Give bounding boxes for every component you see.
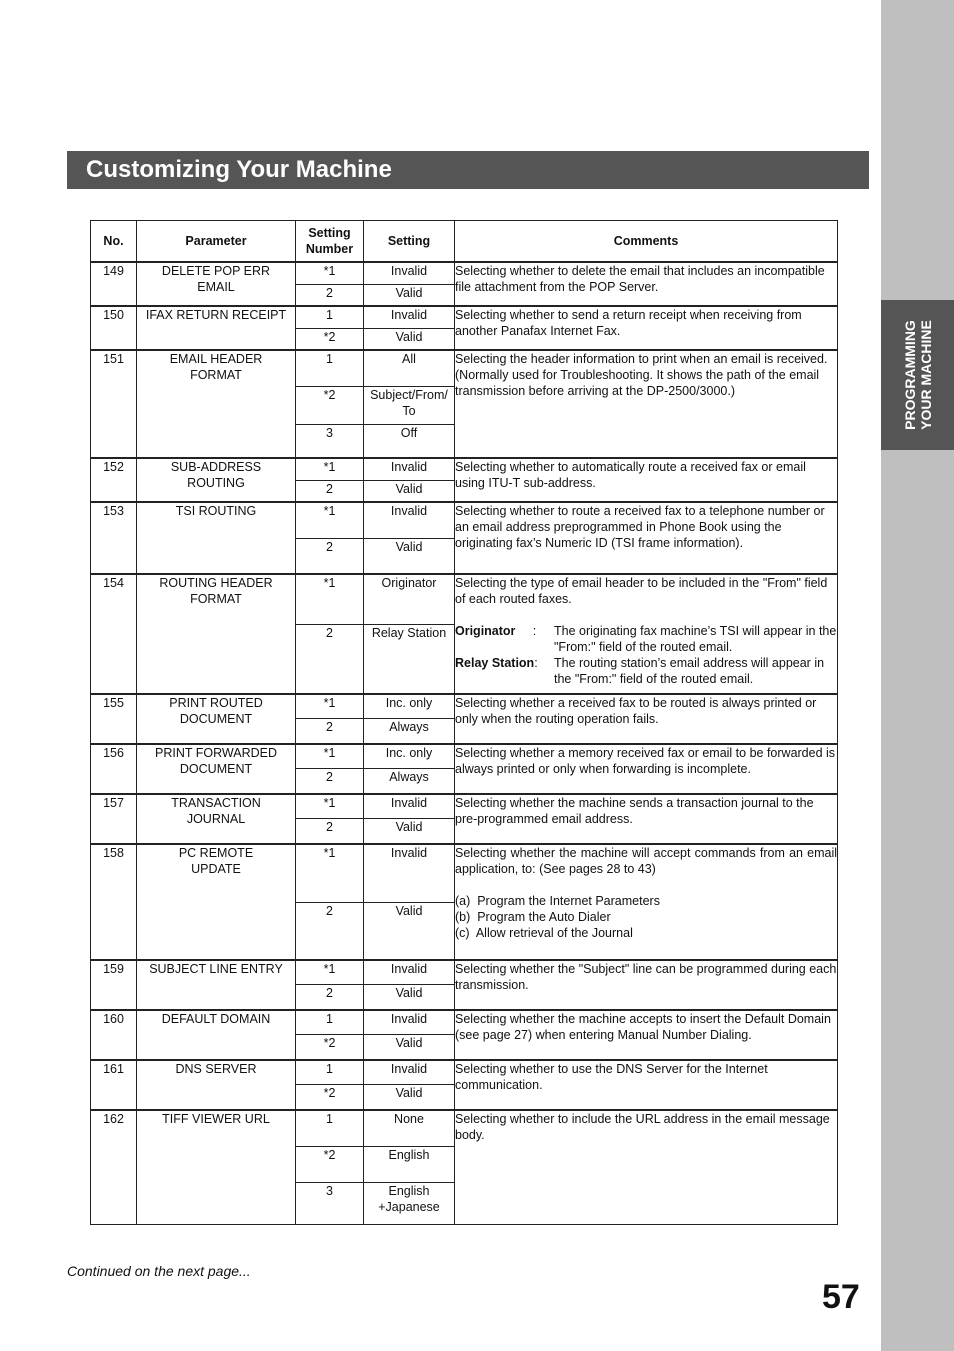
setting-value-cell: Valid [364, 818, 455, 844]
param-name-cell [137, 458, 296, 502]
comments-cell [455, 574, 838, 694]
setting-value-cell: Always [364, 768, 455, 794]
section-side-tab-label [902, 320, 934, 430]
comments-cell [455, 1060, 838, 1110]
setting-value-cell: Subject/From/ To [364, 386, 455, 424]
setting-value-cell: Invalid [364, 306, 455, 328]
setting-number-cell: *1 [296, 574, 364, 624]
setting-number-cell: *1 [296, 502, 364, 538]
param-name-line: JOURNAL [186, 812, 246, 826]
side-tab-line-1: PROGRAMMING [901, 320, 918, 430]
comment-text: Selecting the type of email header to be included in the "From" field of each routed faxes. [455, 576, 828, 606]
param-name-cell [137, 844, 296, 960]
param-name-cell [137, 1010, 296, 1060]
setting-number-cell: *2 [296, 386, 364, 424]
param-number-cell: 153 [91, 502, 137, 574]
setting-number-cell: 2 [296, 480, 364, 502]
definition-colon: : [534, 656, 538, 670]
setting-number-cell: *1 [296, 458, 364, 480]
setting-number-cell: 1 [296, 1010, 364, 1034]
definition-description: The routing station’s email address will appear in the "From:" field of the routed email. [554, 656, 825, 686]
spacer [455, 877, 837, 893]
header-setting-number [296, 221, 364, 263]
param-name-line: IFAX RETURN RECEIPT [145, 308, 287, 322]
setting-value-cell: Always [364, 718, 455, 744]
param-number-cell: 159 [91, 960, 137, 1010]
param-number-cell: 149 [91, 262, 137, 306]
setting-number-cell: 2 [296, 624, 364, 694]
comment-text: Selecting whether the machine sends a transaction journal to the pre-programmed email address. [455, 796, 814, 826]
table-row [91, 794, 838, 818]
table-row [91, 960, 838, 984]
setting-number-cell: 2 [296, 818, 364, 844]
param-name-cell [137, 574, 296, 694]
setting-value-cell: English +Japanese [364, 1182, 455, 1224]
comments-cell [455, 502, 838, 574]
setting-number-cell: *1 [296, 262, 364, 284]
setting-number-cell: *2 [296, 1084, 364, 1110]
param-number-cell: 155 [91, 694, 137, 744]
definition-term-wrap [455, 623, 548, 655]
param-number-cell: 161 [91, 1060, 137, 1110]
comments-cell [455, 458, 838, 502]
page-title: Customizing Your Machine [86, 156, 392, 183]
table-row [91, 350, 838, 386]
list-item: (b) Program the Auto Dialer [455, 910, 611, 924]
header-comments: Comments [455, 221, 838, 263]
param-name-line: ROUTING HEADER [159, 576, 273, 590]
param-name-cell [137, 502, 296, 574]
setting-value-cell: Invalid [364, 262, 455, 284]
setting-number-cell: 3 [296, 424, 364, 458]
comment-text: Selecting whether to include the URL address in the email message body. [455, 1112, 830, 1142]
comment-text: Selecting whether a received fax to be routed is always printed or only when the routing operation fails. [455, 696, 817, 726]
side-tab-line-2: YOUR MACHINE [917, 320, 934, 430]
setting-number-cell: *1 [296, 744, 364, 768]
comments-cell [455, 350, 838, 458]
table-row [91, 502, 838, 538]
table-row [91, 306, 838, 328]
param-name-cell [137, 350, 296, 458]
list-item: (a) Program the Internet Parameters [455, 894, 660, 908]
section-side-tab [881, 300, 954, 450]
param-number-cell: 157 [91, 794, 137, 844]
param-name-line: PRINT ROUTED [169, 696, 263, 710]
param-number-cell: 151 [91, 350, 137, 458]
table-header-row [91, 221, 838, 263]
comments-cell [455, 306, 838, 350]
comments-cell [455, 694, 838, 744]
title-bar [67, 151, 869, 189]
definition-term: Originator [455, 624, 516, 638]
param-name-cell [137, 744, 296, 794]
param-number-cell: 158 [91, 844, 137, 960]
table-body [91, 262, 838, 1224]
definition-term: Relay Station [455, 656, 535, 670]
param-name-line: EMAIL HEADER [169, 352, 263, 366]
setting-value-cell: Invalid [364, 1010, 455, 1034]
param-name-line: SUB-ADDRESS [170, 460, 262, 474]
list-item: (c) Allow retrieval of the Journal [455, 926, 633, 940]
param-name-cell [137, 1060, 296, 1110]
param-name-line: TSI ROUTING [175, 504, 257, 518]
setting-value-cell: Valid [364, 1084, 455, 1110]
setting-value-cell: Invalid [364, 502, 455, 538]
comment-text: Selecting the header information to print when an email is received. (Normally used for Troubleshooting. It shows the path of the email transmission before arriving at the DP-2500/3000.) [455, 352, 828, 398]
setting-value-cell: All [364, 350, 455, 386]
param-name-line: DELETE POP ERR [161, 264, 271, 278]
comments-cell [455, 794, 838, 844]
setting-number-cell: *2 [296, 1146, 364, 1182]
comment-text: Selecting whether a memory received fax or email to be forwarded is always printed or only when forwarding is incomplete. [455, 746, 836, 776]
comment-text: Selecting whether to use the DNS Server for the Internet communication. [455, 1062, 768, 1092]
side-margin-strip [881, 0, 954, 1351]
setting-value-cell: Valid [364, 902, 455, 960]
param-name-line: UPDATE [191, 862, 241, 876]
table-row [91, 262, 838, 284]
param-number-cell: 162 [91, 1110, 137, 1224]
header-parameter: Parameter [137, 221, 296, 263]
parameter-table [90, 220, 838, 1225]
setting-number-cell: *1 [296, 960, 364, 984]
setting-number-cell: 2 [296, 538, 364, 574]
setting-number-cell: 2 [296, 718, 364, 744]
setting-value-cell: Valid [364, 480, 455, 502]
definition-row [455, 623, 837, 655]
comment-text: Selecting whether to route a received fax to a telephone number or an email address preprogrammed in Phone Book using the originating fax’s Numeric ID (TSI frame information). [455, 504, 825, 550]
setting-number-cell: 2 [296, 768, 364, 794]
param-name-cell [137, 306, 296, 350]
table-row [91, 574, 838, 624]
param-name-line: FORMAT [190, 592, 242, 606]
setting-number-cell: 1 [296, 350, 364, 386]
comments-cell [455, 960, 838, 1010]
setting-value-cell: Invalid [364, 1060, 455, 1084]
setting-number-cell: 3 [296, 1182, 364, 1224]
param-name-line: PC REMOTE [178, 846, 254, 860]
definition-colon: : [515, 624, 537, 638]
setting-number-cell: 2 [296, 284, 364, 306]
setting-value-cell: Valid [364, 1034, 455, 1060]
definition-description: The originating fax machine’s TSI will appear in the "From:" field of the routed email. [554, 624, 837, 654]
param-name-line: EMAIL [197, 280, 235, 294]
setting-number-cell: *1 [296, 844, 364, 902]
setting-value-cell: Off [364, 424, 455, 458]
setting-number-cell: 1 [296, 1060, 364, 1084]
header-setting-number-line-2: Number [305, 242, 354, 256]
setting-value-cell: Originator [364, 574, 455, 624]
param-name-line: DEFAULT DOMAIN [161, 1012, 271, 1026]
comment-text: Selecting whether to send a return receipt when receiving from another Panafax Internet Fax. [455, 308, 802, 338]
setting-number-cell: *2 [296, 328, 364, 350]
comments-cell [455, 744, 838, 794]
setting-number-cell: 1 [296, 306, 364, 328]
table-row [91, 844, 838, 902]
setting-value-cell: Invalid [364, 794, 455, 818]
param-name-line: FORMAT [190, 368, 242, 382]
setting-value-cell: Relay Station [364, 624, 455, 694]
definition-term-wrap [455, 655, 548, 687]
param-number-cell: 160 [91, 1010, 137, 1060]
table-row [91, 744, 838, 768]
continued-note: Continued on the next page... [67, 1263, 251, 1279]
table-row [91, 1060, 838, 1084]
header-setting: Setting [364, 221, 455, 263]
table-row [91, 1010, 838, 1034]
comments-cell [455, 1010, 838, 1060]
comment-text: Selecting whether to delete the email that includes an incompatible file attachment from the POP Server. [455, 264, 825, 294]
param-name-line: TIFF VIEWER URL [162, 1112, 270, 1126]
comments-cell [455, 262, 838, 306]
setting-value-cell: English [364, 1146, 455, 1182]
param-number-cell: 150 [91, 306, 137, 350]
param-name-line: ROUTING [187, 476, 245, 490]
comments-cell [455, 1110, 838, 1224]
param-name-line: DOCUMENT [179, 762, 253, 776]
setting-number-cell: 1 [296, 1110, 364, 1146]
header-no: No. [91, 221, 137, 263]
setting-value-cell: Valid [364, 284, 455, 306]
definition-row [455, 655, 837, 687]
param-name-line: SUBJECT LINE ENTRY [149, 962, 283, 976]
spacer [455, 607, 837, 623]
param-name-line: PRINT FORWARDED [155, 746, 277, 760]
setting-value-cell: Invalid [364, 844, 455, 902]
setting-value-cell: Inc. only [364, 744, 455, 768]
param-name-cell [137, 694, 296, 744]
setting-value-cell: Invalid [364, 458, 455, 480]
setting-number-cell: *1 [296, 694, 364, 718]
setting-value-cell: None [364, 1110, 455, 1146]
table-row [91, 694, 838, 718]
setting-number-cell: *2 [296, 1034, 364, 1060]
setting-value-cell: Valid [364, 538, 455, 574]
param-name-cell [137, 262, 296, 306]
comment-text: Selecting whether the machine accepts to insert the Default Domain (see page 27) when entering Manual Number Dialing. [455, 1012, 831, 1042]
param-name-cell [137, 794, 296, 844]
table-row [91, 1110, 838, 1146]
param-name-cell [137, 960, 296, 1010]
setting-number-cell: 2 [296, 902, 364, 960]
header-setting-number-line-1: Setting [308, 226, 351, 240]
table-row [91, 458, 838, 480]
setting-value-cell: Valid [364, 328, 455, 350]
comment-text: Selecting whether the "Subject" line can be programmed during each transmission. [455, 962, 837, 992]
param-name-line: DNS SERVER [175, 1062, 257, 1076]
comment-text: Selecting whether the machine will accept commands from an email application, to: (See pages 28 to 43) [455, 846, 837, 876]
param-number-cell: 154 [91, 574, 137, 694]
setting-value-cell: Inc. only [364, 694, 455, 718]
comment-text: Selecting whether to automatically route a received fax or email using ITU-T sub-address. [455, 460, 806, 490]
param-name-line: DOCUMENT [179, 712, 253, 726]
setting-value-cell: Valid [364, 984, 455, 1010]
comments-cell [455, 844, 838, 960]
param-number-cell: 156 [91, 744, 137, 794]
param-name-line: TRANSACTION [171, 796, 261, 810]
setting-value-cell: Invalid [364, 960, 455, 984]
page-number: 57 [822, 1278, 860, 1316]
setting-number-cell: *1 [296, 794, 364, 818]
setting-number-cell: 2 [296, 984, 364, 1010]
param-number-cell: 152 [91, 458, 137, 502]
param-name-cell [137, 1110, 296, 1224]
